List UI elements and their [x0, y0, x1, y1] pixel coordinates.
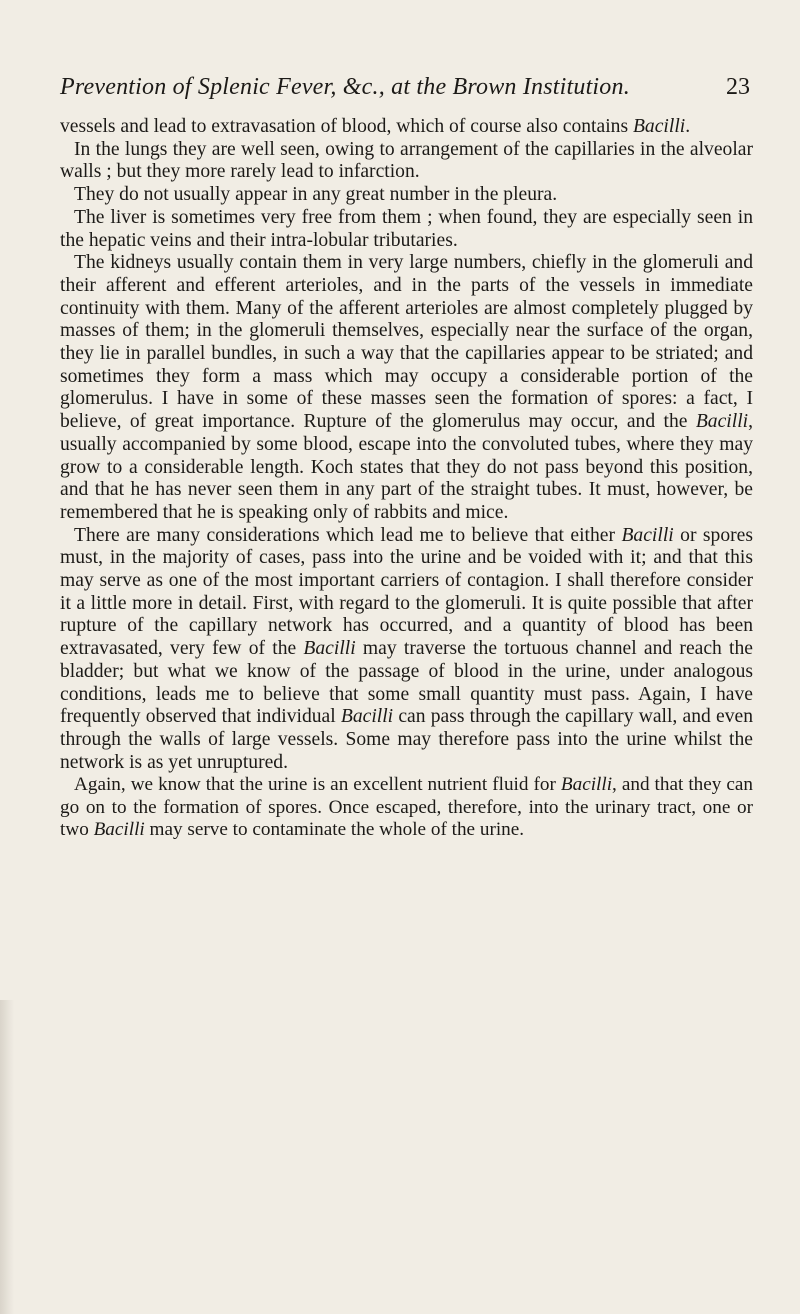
text-run: The liver is sometimes very free from them ; when found, they are especially seen in the hepatic veins and their intra-lobular tributaries.: [60, 206, 753, 251]
text-run: In the lungs they are well seen, owing to arrangement of the capillaries in the alveolar walls ; but they more rarely lead to infarction.: [60, 138, 753, 183]
paragraph: [60, 207, 753, 252]
text-run: or spores must, in the majority of cases, pass into the urine and be voided with it; and that this may serve as one of the most important carriers of contagion. I shall therefore consider it a little more in detail. First, with regard to the glomeruli. It is quite possible that after rupture of the capillary network has occurred, and a quantity of blood has been extravasated, very few of the: [60, 524, 753, 660]
page-number: 23: [726, 74, 750, 100]
paragraph: [60, 252, 753, 524]
italic-term: Bacilli: [303, 638, 356, 660]
italic-term: Bacilli: [340, 706, 394, 728]
italic-term: Bacilli: [621, 524, 674, 546]
page-edge-shadow: [0, 1000, 14, 1314]
paragraph: [60, 525, 753, 775]
text-run: They do not usually appear in any great number in the pleura.: [74, 184, 558, 206]
text-run: , usually accompanied by some blood, escape into the convoluted tubes, where they may grow to a considerable length. Koch states that they do not pass beyond this position, and that he has never seen them in any part of the straight tubes. It must, however, be remembered that he is speaking only of rabbits and mice.: [60, 411, 753, 523]
text-run: can pass through the capillary wall, and even through the walls of large vessels. Some may therefore pass into the urine whilst the network is as yet unruptured.: [60, 706, 753, 773]
text-run: There are many considerations which lead me to believe that either: [74, 524, 622, 546]
paragraph: [60, 184, 753, 207]
text-run: may traverse the tortuous channel and reach the bladder; but what we know of the passage of blood in the urine, under analogous conditions, leads me to believe that some small quantity must pass. Again, I have frequently observed that individual: [60, 638, 753, 728]
italic-term: Bacilli: [695, 411, 749, 433]
italic-term: Bacilli: [560, 774, 613, 796]
running-head: [60, 74, 750, 104]
running-head-title: Prevention of Splenic Fever, &c., at the Brown Institution.: [60, 74, 630, 100]
text-run: .: [685, 116, 691, 137]
italic-term: Bacilli: [93, 819, 145, 841]
text-run: The kidneys usually contain them in very large numbers, chiefly in the glomeruli and their afferent and efferent arterioles, and in the parts of the vessels in immediate continuity with them. Many of the afferent arterioles are almost completely plugged by masses of them; in the glomeruli themselves, especially near the surface of the organ, they lie in parallel bundles, in such a way that the capillaries appear to be striated; and sometimes they form a mass which may occupy a considerable portion of the glomerulus. I have in some of these masses seen the formation of spores: a fact, I believe, of great importance. Rupture of the glomerulus may occur, and the: [60, 252, 753, 433]
paragraph: [60, 774, 753, 841]
text-run: Again, we know that the urine is an excellent nutrient fluid for: [74, 774, 561, 796]
paragraph: [60, 139, 753, 184]
text-run: may serve to contaminate the whole of the urine.: [144, 819, 525, 841]
italic-term: Bacilli: [632, 116, 686, 137]
text-run: vessels and lead to extravasation of blood, which of course also contains: [60, 116, 633, 137]
paragraph: [60, 116, 753, 139]
text-run: , and that they can go on to the formation of spores. Once escaped, therefore, into the urinary tract, one or two: [60, 774, 753, 841]
body-text: [60, 116, 753, 842]
